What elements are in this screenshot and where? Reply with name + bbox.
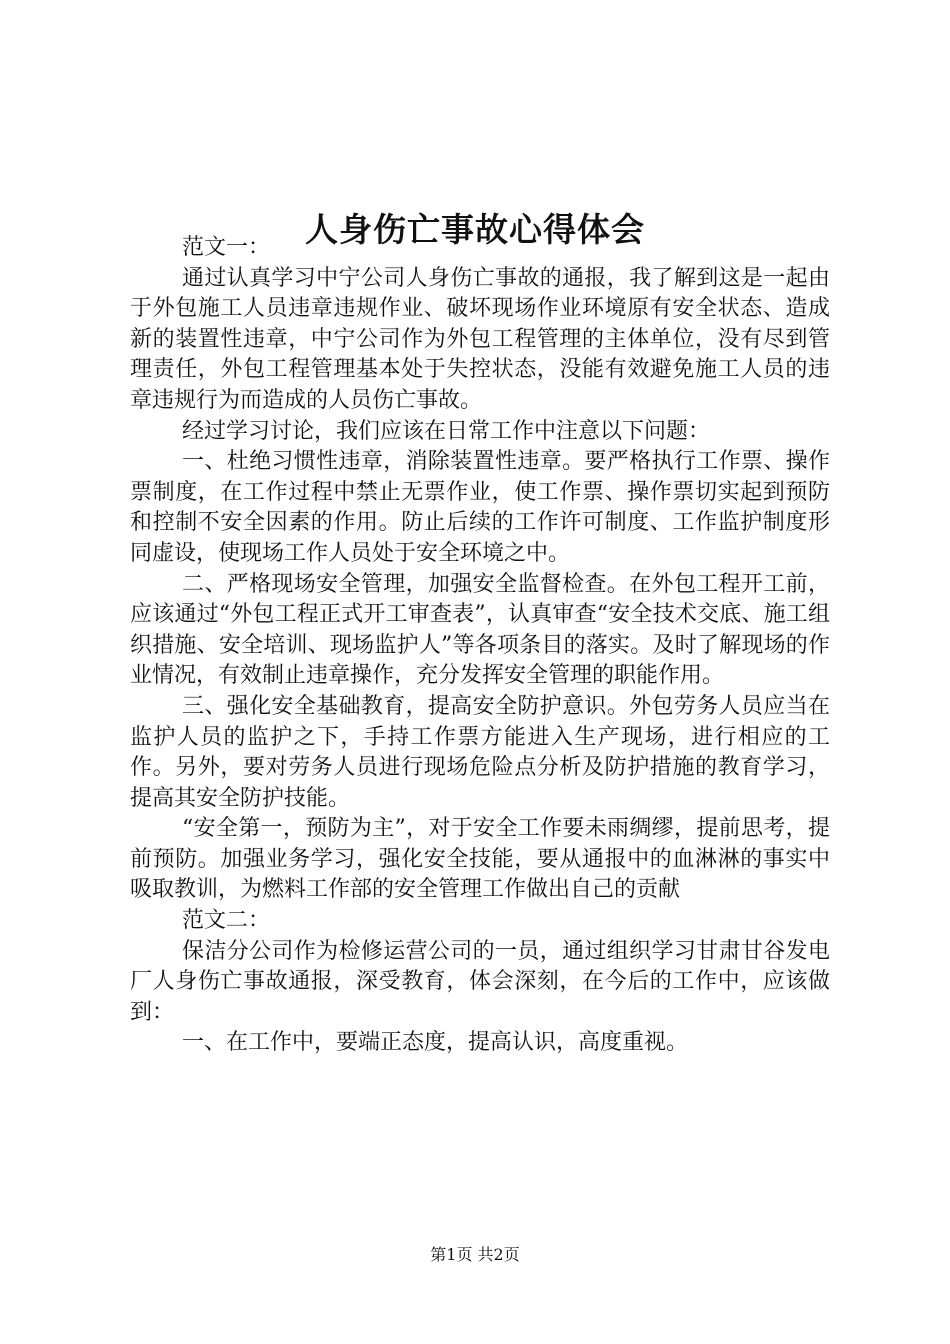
page-number-footer: 第1页 共2页 bbox=[430, 1245, 520, 1264]
paragraph: 一、杜绝习惯性违章，消除装置性违章。要严格执行工作票、操作票制度，在工作过程中禁止无票作业，使工作票、操作票切实起到预防和控制不安全因素的作用。防止后续的工作许可制度、工作监护制度形同虚设，使现场工作人员处于安全环境之中。 bbox=[130, 449, 830, 566]
paragraph-heading-sample-two: 范文二： bbox=[182, 908, 271, 934]
paragraph: “安全第一，预防为主”，对于安全工作要未雨绸缪，提前思考，提前预防。加强业务学习，强化安全技能，要从通报中的血淋淋的事实中吸取教训，为燃料工作部的安全管理工作做出自己的贡献 bbox=[130, 816, 830, 903]
document-title: 人身伤亡事故心得体会 bbox=[305, 210, 645, 250]
paragraph-heading-sample-one: 范文一： bbox=[182, 235, 271, 260]
paragraph: 二、严格现场安全管理，加强安全监督检查。在外包工程开工前，应该通过“外包工程正式开工审查表”，认真审查“安全技术交底、施工组织措施、安全培训、现场监护人”等各项条目的落实。及时了解现场的作业情况，有效制止违章操作，充分发挥安全管理的职能作用。 bbox=[130, 571, 830, 689]
paragraph: 通过认真学习中宁公司人身伤亡事故的通报，我了解到这是一起由于外包施工人员违章违规作业、破坏现场作业环境原有安全状态、造成新的装置性违章，中宁公司作为外包工程管理的主体单位，没有尽到管理责任，外包工程管理基本处于失控状态，没能有效避免施工人员的违章违规行为而造成的人员伤亡事故。 bbox=[130, 265, 830, 413]
paragraph: 保洁分公司作为检修运营公司的一员，通过组织学习甘肃甘谷发电厂人身伤亡事故通报，深受教育，体会深刻，在今后的工作中，应该做到： bbox=[130, 938, 830, 1025]
document-body bbox=[130, 233, 830, 1059]
paragraph: 经过学习讨论，我们应该在日常工作中注意以下问题： bbox=[182, 418, 711, 444]
paragraph: 一、在工作中，要端正态度，提高认识，高度重视。 bbox=[182, 1030, 689, 1056]
paragraph: 三、强化安全基础教育，提高安全防护意识。外包劳务人员应当在监护人员的监护之下，手持工作票方能进入生产现场，进行相应的工作。另外，要对劳务人员进行现场危险点分析及防护措施的教育学习，提高其安全防护技能。 bbox=[130, 693, 830, 811]
